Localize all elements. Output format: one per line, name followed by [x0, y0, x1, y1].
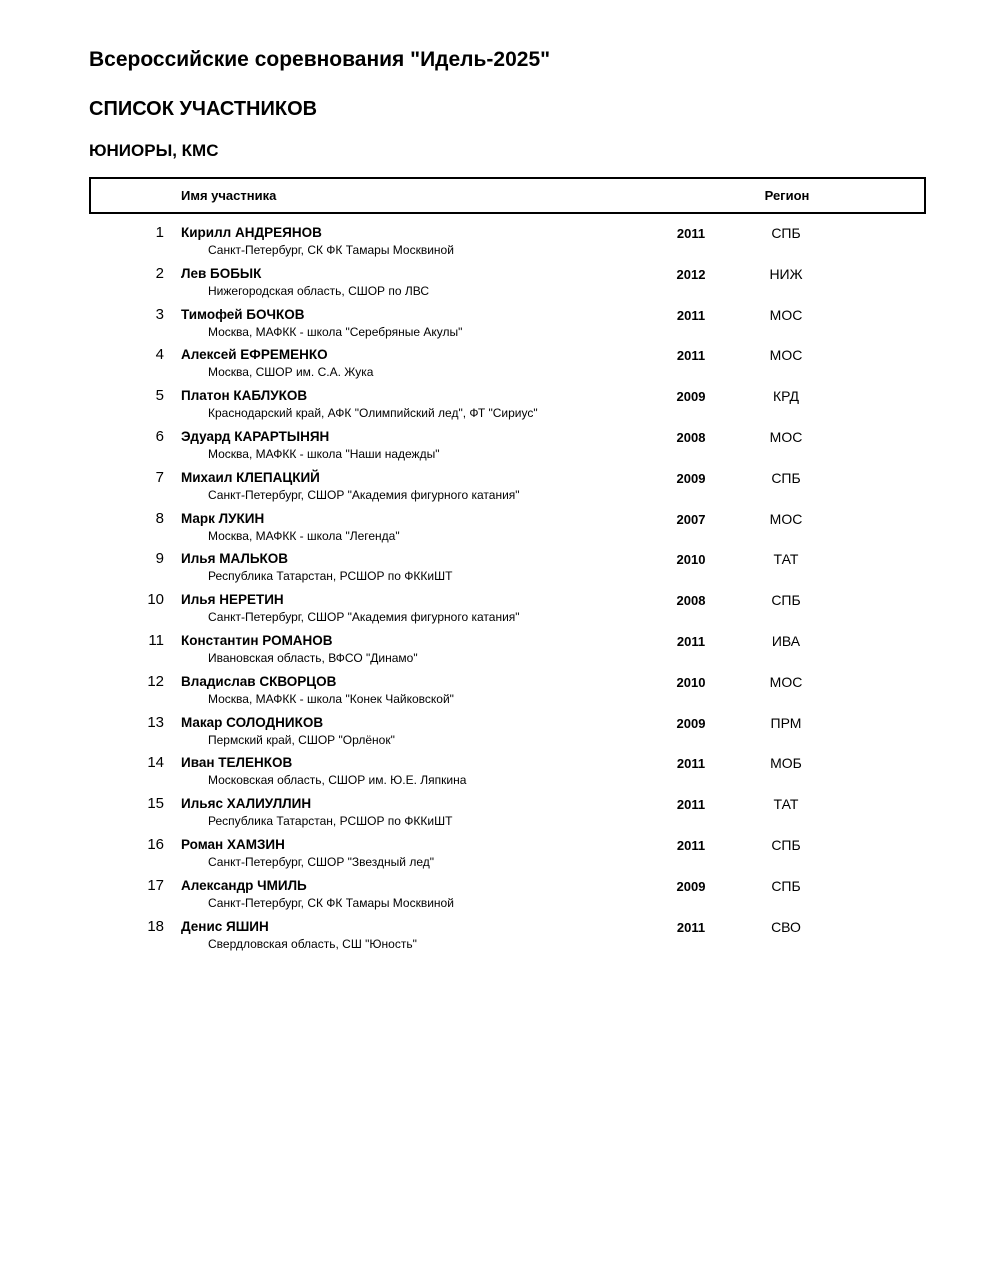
participant-number: 14 [147, 754, 164, 772]
participant-birth-year: 2011 [676, 797, 706, 813]
table-row [0, 306, 994, 347]
participant-region: МОС [769, 306, 803, 323]
participant-club: Республика Татарстан, РСШОР по ФККиШТ [208, 814, 453, 829]
participant-region: КРД [772, 388, 800, 405]
participant-region: СВО [771, 918, 801, 935]
participant-region: ИВА [771, 632, 801, 649]
participant-region: СПБ [771, 836, 801, 853]
table-row [0, 224, 994, 265]
table-row [0, 346, 994, 387]
participant-club: Санкт-Петербург, СК ФК Тамары Москвиной [208, 895, 454, 910]
participant-region: МОС [769, 510, 803, 527]
category-title: ЮНИОРЫ, КМС [89, 141, 219, 160]
table-row [0, 754, 994, 795]
participant-birth-year: 2009 [676, 878, 706, 894]
participant-name: Александр ЧМИЛЬ [181, 877, 307, 893]
participant-name: Марк ЛУКИН [181, 510, 265, 526]
participant-number: 11 [148, 631, 164, 649]
participant-club: Краснодарский край, АФК "Олимпийский лед", ФТ "Сириус" [208, 406, 538, 421]
participant-name: Тимофей БОЧКОВ [181, 306, 305, 322]
participant-birth-year: 2009 [676, 470, 706, 486]
participant-list [0, 224, 994, 958]
participant-number: 13 [147, 713, 164, 731]
participant-region: МОС [769, 428, 803, 445]
table-row [0, 387, 994, 428]
participant-club: Санкт-Петербург, СШОР "Звездный лед" [208, 854, 435, 869]
header-region-label: Регион [764, 188, 810, 203]
participant-region: МОС [769, 347, 803, 364]
participant-name: Алексей ЕФРЕМЕНКО [181, 347, 328, 363]
participant-region: СПБ [771, 877, 801, 894]
participant-number: 2 [155, 264, 164, 282]
table-row [0, 550, 994, 591]
participant-number: 15 [147, 795, 164, 813]
participant-name: Илья НЕРЕТИН [181, 592, 284, 608]
participant-name: Иван ТЕЛЕНКОВ [181, 755, 293, 771]
table-header [89, 177, 926, 214]
participant-birth-year: 2011 [676, 756, 706, 772]
participant-birth-year: 2008 [676, 429, 706, 445]
participant-number: 9 [155, 550, 164, 568]
table-row [0, 673, 994, 714]
participant-birth-year: 2009 [676, 389, 706, 405]
participant-name: Денис ЯШИН [181, 918, 269, 934]
participant-club: Пермский край, СШОР "Орлёнок" [208, 732, 395, 747]
participant-club: Московская область, СШОР им. Ю.Е. Ляпкина [208, 773, 467, 788]
participant-number: 6 [155, 427, 164, 445]
table-row [0, 265, 994, 306]
participant-number: 4 [155, 346, 164, 364]
participant-birth-year: 2011 [676, 307, 706, 323]
participant-number: 10 [147, 591, 164, 609]
participant-number: 16 [147, 835, 164, 853]
header-name-label: Имя участника [181, 188, 277, 203]
table-row [0, 836, 994, 877]
participant-birth-year: 2011 [676, 919, 706, 935]
participant-region: СПБ [771, 469, 801, 486]
table-row [0, 510, 994, 551]
participant-name: Владислав СКВОРЦОВ [181, 673, 337, 689]
table-row [0, 877, 994, 918]
participant-name: Илья МАЛЬКОВ [181, 551, 289, 567]
participant-number: 5 [155, 387, 164, 405]
participant-number: 3 [155, 305, 164, 323]
participant-club: Санкт-Петербург, СК ФК Тамары Москвиной [208, 243, 454, 257]
table-row [0, 918, 994, 959]
list-title: СПИСОК УЧАСТНИКОВ [89, 98, 318, 120]
participant-number: 8 [155, 509, 164, 527]
table-row [0, 428, 994, 469]
participant-name: Константин РОМАНОВ [181, 632, 333, 648]
participant-club: Москва, СШОР им. С.А. Жука [208, 365, 374, 380]
participant-name: Эдуард КАРАРТЫНЯН [181, 428, 330, 444]
participant-region: ТАТ [773, 796, 799, 813]
participant-region: МОБ [770, 755, 802, 772]
participant-birth-year: 2008 [676, 593, 706, 609]
table-row [0, 469, 994, 510]
participant-birth-year: 2007 [676, 511, 706, 527]
participant-birth-year: 2011 [676, 348, 706, 364]
participant-name: Роман ХАМЗИН [181, 836, 285, 852]
participant-club: Москва, МАФКК - школа "Наши надежды" [208, 446, 440, 461]
participant-name: Кирилл АНДРЕЯНОВ [181, 225, 322, 240]
table-row [0, 632, 994, 673]
participant-birth-year: 2009 [676, 715, 706, 731]
participant-name: Ильяс ХАЛИУЛЛИН [181, 796, 312, 812]
participant-club: Свердловская область, СШ "Юность" [208, 936, 417, 951]
participant-birth-year: 2010 [676, 674, 706, 690]
table-row [0, 714, 994, 755]
participant-name: Лев БОБЫК [181, 265, 262, 281]
participant-number: 1 [155, 224, 164, 241]
participant-number: 7 [155, 468, 164, 486]
participant-birth-year: 2011 [676, 837, 706, 853]
participant-number: 12 [147, 672, 164, 690]
participant-region: СПБ [771, 592, 801, 609]
participant-name: Макар СОЛОДНИКОВ [181, 714, 324, 730]
participant-club: Москва, МАФКК - школа "Легенда" [208, 528, 400, 543]
participant-region: ТАТ [773, 551, 799, 568]
participant-birth-year: 2010 [676, 552, 706, 568]
participant-birth-year: 2011 [676, 226, 706, 241]
participant-region: МОС [769, 673, 803, 690]
participant-club: Ивановская область, ВФСО "Динамо" [208, 650, 418, 665]
participant-club: Республика Татарстан, РСШОР по ФККиШТ [208, 569, 453, 584]
participant-region: НИЖ [769, 265, 803, 282]
participant-club: Москва, МАФКК - школа "Серебряные Акулы" [208, 324, 463, 339]
table-row [0, 795, 994, 836]
table-row [0, 591, 994, 632]
participant-number: 17 [147, 876, 164, 894]
participant-birth-year: 2011 [676, 633, 706, 649]
participant-region: СПБ [771, 225, 801, 241]
participant-club: Нижегородская область, СШОР по ЛВС [208, 283, 430, 298]
participant-club: Санкт-Петербург, СШОР "Академия фигурного катания" [208, 610, 520, 625]
event-title: Всероссийские соревнования "Идель-2025" [89, 48, 551, 71]
participant-club: Санкт-Петербург, СШОР "Академия фигурного катания" [208, 487, 520, 502]
participant-region: ПРМ [770, 714, 802, 731]
participant-number: 18 [147, 917, 164, 935]
participant-club: Москва, МАФКК - школа "Конек Чайковской" [208, 691, 454, 706]
participant-birth-year: 2012 [676, 266, 706, 282]
participant-name: Платон КАБЛУКОВ [181, 388, 308, 404]
participant-name: Михаил КЛЕПАЦКИЙ [181, 469, 320, 485]
